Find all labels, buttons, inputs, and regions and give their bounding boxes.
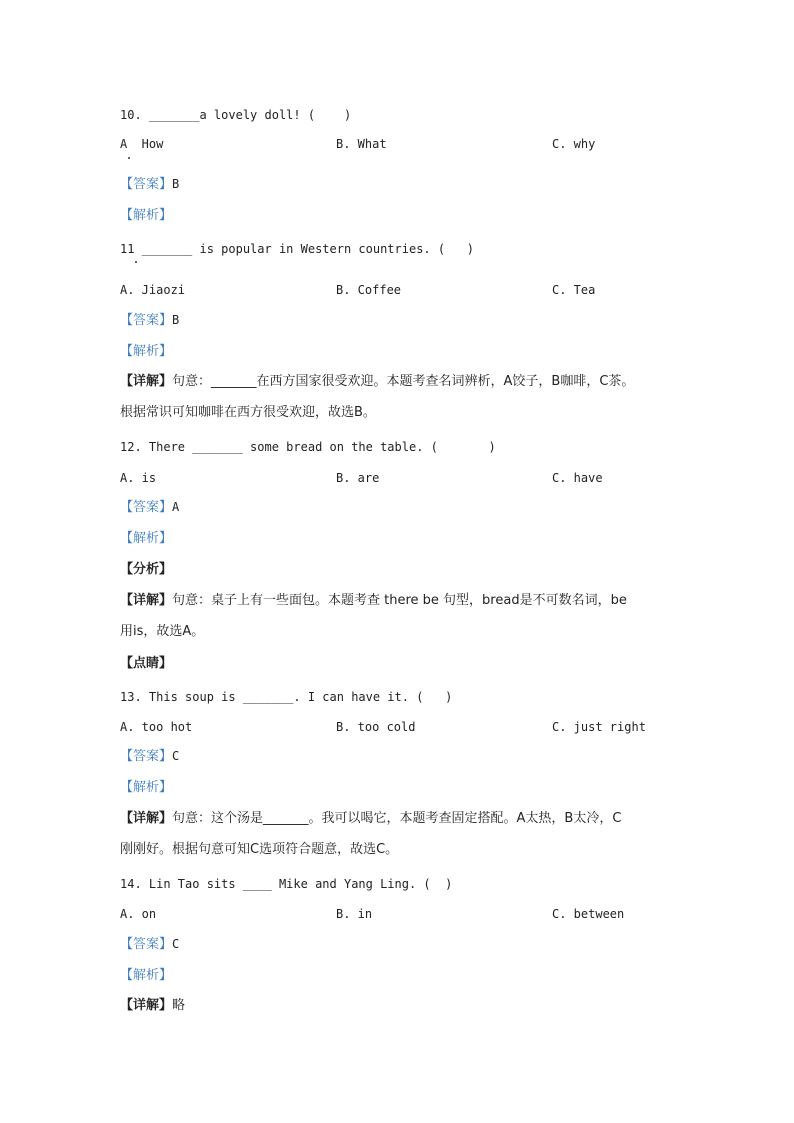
q13-detail-line2: 刚刚好。根据句意可知C选项符合题意，故选C。 <box>120 842 399 857</box>
q12-detail-line1 <box>120 593 627 609</box>
q10-analysis <box>120 207 172 224</box>
detail-label: 【详解】 <box>120 374 173 389</box>
analysis-label: 【解析】 <box>120 344 173 359</box>
q12-fenxi <box>120 561 172 578</box>
q10-option-c: C. why <box>552 137 596 151</box>
analysis-label: 【解析】 <box>120 968 173 983</box>
q14-option-a: A. on <box>120 907 157 921</box>
analysis-label: 【解析】 <box>120 780 173 795</box>
q11-detail-text1: 句意：_______在西方国家很受欢迎。本题考查名词辨析，A饺子，B咖啡，C茶。 <box>172 374 635 389</box>
q10-option-b: B. What <box>336 137 387 151</box>
q14-option-c: C. between <box>552 907 625 921</box>
q13-option-a: A. too hot <box>120 720 193 734</box>
question-14-stem: 14. Lin Tao sits ____ Mike and Yang Ling. ( ) <box>120 877 453 891</box>
q12-option-c: C. have <box>552 471 603 485</box>
q13-option-b: B. too cold <box>336 720 416 734</box>
q13-option-c: C. just right <box>552 720 646 734</box>
q14-analysis <box>120 967 172 984</box>
q10-answer <box>120 176 179 193</box>
q11-detail-line1 <box>120 374 634 390</box>
q11-option-c: C. Tea <box>552 283 596 297</box>
detail-label: 【详解】 <box>120 811 173 826</box>
answer-label: 【答案】 <box>120 500 173 515</box>
q14-answer <box>120 936 179 953</box>
detail-label: 【详解】 <box>120 998 173 1013</box>
question-10-stem: 10. _______a lovely doll! ( ) <box>120 108 352 122</box>
q12-answer <box>120 499 179 516</box>
q11-analysis <box>120 343 172 360</box>
q11-answer-value: B <box>172 313 180 327</box>
q14-answer-value: C <box>172 937 180 951</box>
answer-label: 【答案】 <box>120 177 173 192</box>
answer-label: 【答案】 <box>120 937 173 952</box>
detail-label: 【详解】 <box>120 593 173 608</box>
question-11-stem: 11 _______ is popular in Western countries. ( ) <box>120 242 475 256</box>
q10-option-a: A How <box>120 137 164 151</box>
q11-option-a: A. Jiaozi <box>120 283 186 297</box>
q12-detail-text1: 句意：桌子上有一些面包。本题考查 there be 句型，bread是不可数名词，be <box>172 593 627 608</box>
question-12-stem: 12. There _______ some bread on the table. ( ) <box>120 440 496 454</box>
q13-detail-line1 <box>120 811 621 827</box>
q12-dianjing <box>120 655 172 672</box>
q13-answer <box>120 748 179 765</box>
q14-option-b: B. in <box>336 907 373 921</box>
question-13-stem: 13. This soup is _______. I can have it. ( ) <box>120 690 453 704</box>
q11-answer <box>120 312 179 329</box>
bullet-dot <box>135 261 137 263</box>
bullet-dot <box>128 157 130 159</box>
fenxi-label: 【分析】 <box>120 562 173 577</box>
q12-analysis <box>120 530 172 547</box>
analysis-label: 【解析】 <box>120 208 173 223</box>
q12-detail-line2: 用is，故选A。 <box>120 624 205 639</box>
q12-option-b: B. are <box>336 471 380 485</box>
analysis-label: 【解析】 <box>120 531 173 546</box>
q14-detail-text: 略 <box>172 998 186 1013</box>
q13-analysis <box>120 779 172 796</box>
q13-answer-value: C <box>172 749 180 763</box>
answer-label: 【答案】 <box>120 749 173 764</box>
q11-option-b: B. Coffee <box>336 283 402 297</box>
q14-detail <box>120 998 185 1014</box>
q10-answer-value: B <box>172 177 180 191</box>
q12-answer-value: A <box>172 500 180 514</box>
answer-label: 【答案】 <box>120 313 173 328</box>
q12-option-a: A. is <box>120 471 157 485</box>
q11-detail-line2: 根据常识可知咖啡在西方很受欢迎，故选B。 <box>120 405 376 420</box>
q13-detail-text1: 句意：这个汤是_______。我可以喝它，本题考查固定搭配。A太热，B太冷，C <box>172 811 622 826</box>
dianjing-label: 【点睛】 <box>120 656 173 671</box>
